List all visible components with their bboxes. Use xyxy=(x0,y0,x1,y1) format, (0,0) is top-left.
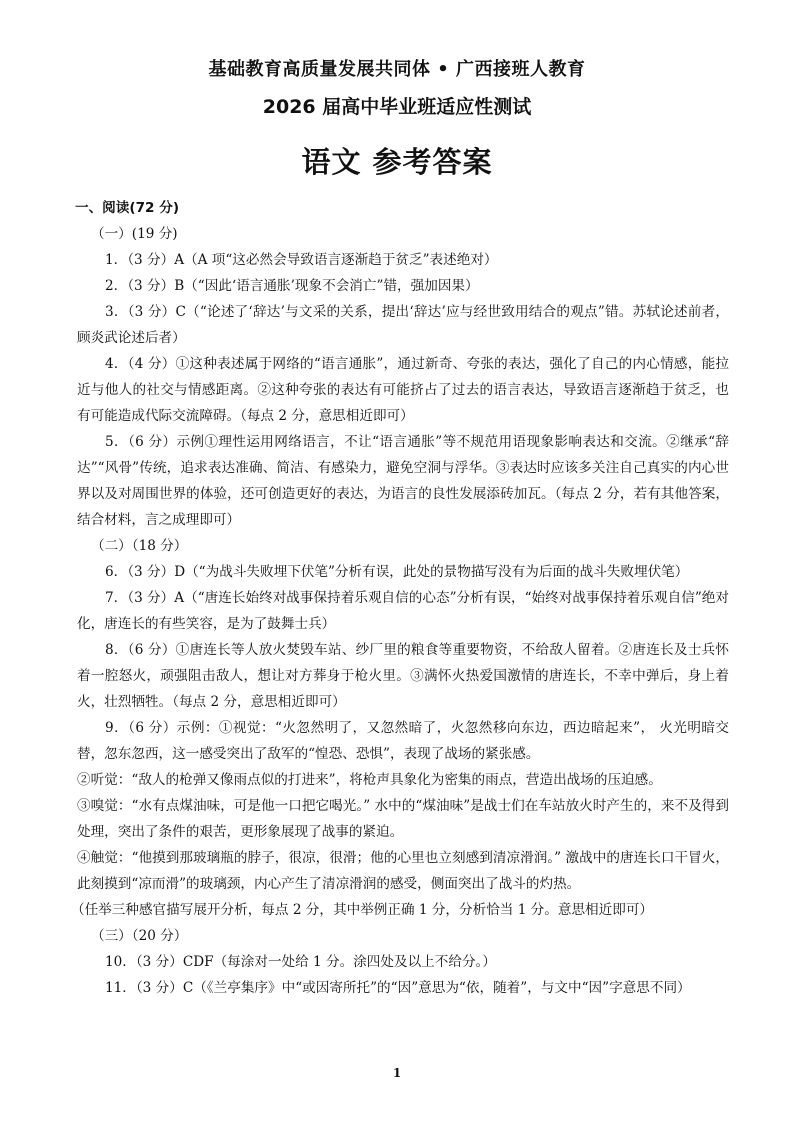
page-title: 语文 参考答案 xyxy=(301,145,493,179)
answer-item: 5．（6 分）示例①理性运用网络语言，不让“语言通胀”等不规范用语现象影响表达和交流。②继承“辞达”“风骨”传统，追求表达准确、简洁、有感染力，避免空洞与浮华。③表达时应该多关注自己真实的内心世界以及对周围世界的体验，还可创造更好的表达，为语言的良性发展添砖加瓦。（每点 2 分，若有其他答案，结合材料，言之成理即可） xyxy=(77,434,729,528)
answer-content xyxy=(71,195,729,1001)
exam-title: 2026 届高中毕业班适应性测试 xyxy=(262,96,532,118)
answer-item: 10．（3 分）CDF（每涂对一处给 1 分。涂四处及以上不给分。） xyxy=(105,954,496,970)
answer-item: 2．（3 分）B（“因此‘语言通胀’现象不会消亡”错，强加因果） xyxy=(105,278,479,294)
answer-item: 7．（3 分）A（“唐连长始终对战事保持着乐观自信的心态”分析有误，“始终对战事保持着乐观自信”绝对化，唐连长的有些笑容，是为了鼓舞士兵） xyxy=(77,590,729,632)
answer-item-part: ③嗅觉：“水有点煤油味，可是他一口把它喝光。” 水中的“煤油味”是战士们在车站放火时产生的，来不及得到处理，突出了条件的艰苦，更形象展现了战事的紧迫。 xyxy=(77,798,729,840)
scoring-note: （任举三种感官描写展开分析，每点 2 分，其中举例正确 1 分，分析恰当 1 分。意思相近即可） xyxy=(71,902,654,918)
subsection-heading: （一）(19 分) xyxy=(91,226,178,242)
subsection-heading: （三）（20 分） xyxy=(91,928,188,944)
subsection-heading: （二）（18 分） xyxy=(91,538,188,554)
org-header: 基础教育高质量发展共同体 • 广西接班人教育 xyxy=(208,59,586,80)
answer-item: 4．（4 分）①这种表述属于网络的“语言通胀”，通过新奇、夸张的表达，强化了自己的内心情感，能拉近与他人的社交与情感距离。②这种夸张的表达有可能挤占了过去的语言表达，导致语言逐渐趋于贫乏，也有可能造成代际交流障碍。（每点 2 分，意思相近即可） xyxy=(77,356,729,424)
answer-item: 6．（3 分）D（“为战斗失败埋下伏笔”分析有误，此处的景物描写没有为后面的战斗失败埋伏笔） xyxy=(105,564,689,580)
section-heading: 一、阅读(72 分) xyxy=(75,200,180,216)
answer-item: 1．（3 分）A（A 项“这必然会导致语言逐渐趋于贫乏”表述绝对） xyxy=(105,252,498,268)
answer-item-part: ②听觉：“敌人的枪弹又像雨点似的打进来”，将枪声具象化为密集的雨点，营造出战场的压迫感。 xyxy=(77,772,662,788)
answer-item: 11．（3 分）C（《兰亭集序》中“或因寄所托”的“因”意思为“依，随着”，与文中“因”字意思不同） xyxy=(105,980,691,996)
answer-item: 8．（6 分）①唐连长等人放火焚毁车站、纱厂里的粮食等重要物资，不给敌人留着。②唐连长及士兵怀着一腔怒火，顽强阻击敌人，想让对方葬身于枪火里。③满怀火热爱国激情的唐连长，不幸中弹后，身上着火，壮烈牺牲。（每点 2 分，意思相近即可） xyxy=(77,642,729,710)
page-number: 1 xyxy=(392,1066,402,1080)
answer-item: 9．（6 分）示例：①视觉：“火忽然明了，又忽然暗了，火忽然移向东边，西边暗起来”， 火光明暗交替，忽东忽西，这一感受突出了敌军的“惶恐、恐惧”，表现了战场的紧张感。 xyxy=(77,720,729,762)
answer-item: 3．（3 分）C（“论述了‘辞达’与文采的关系，提出‘辞达’应与经世致用结合的观点”错。苏轼论述前者，顾炎武论述后者） xyxy=(77,304,729,346)
answer-item-part: ④触觉：“他摸到那玻璃瓶的脖子，很凉，很滑；他的心里也立刻感到清凉滑润。” 激战中的唐连长口干冒火，此刻摸到“凉而滑”的玻璃颈，内心产生了清凉滑润的感受，侧面突出了战斗的灼热。 xyxy=(77,850,729,892)
